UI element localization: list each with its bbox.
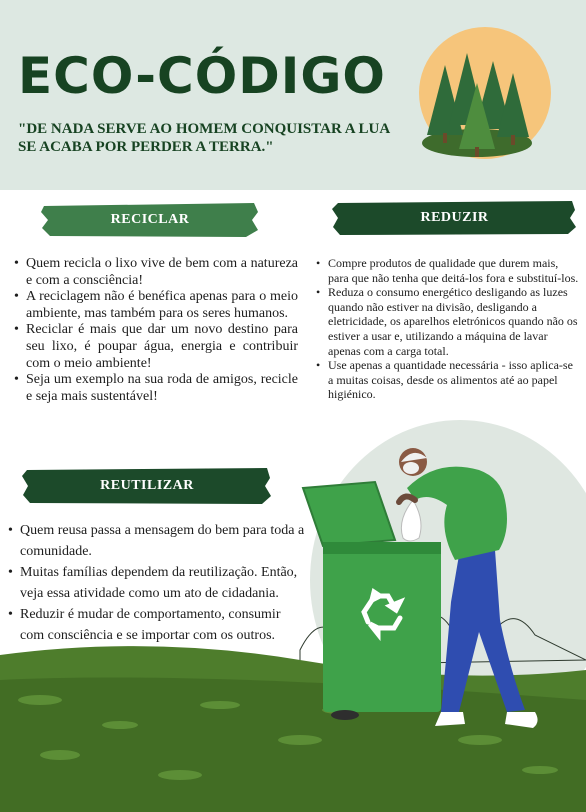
reutilizar-list bbox=[8, 520, 308, 646]
reutilizar-heading: REUTILIZAR bbox=[100, 478, 194, 493]
shoe-right bbox=[505, 712, 538, 728]
person-recycling-illustration bbox=[295, 440, 555, 730]
bin-rim bbox=[323, 542, 441, 554]
list-item: • Seja um exemplo na sua roda de amigos, recicle e seja mais sustentável! bbox=[14, 372, 298, 405]
list-item: • Reciclar é mais que dar um novo destino para seu lixo, é poupar água, energia e contribuir com o meio ambiente! bbox=[14, 322, 298, 372]
list-item: • Use apenas a quantidade necessária - isso aplica-se a muitas coisas, desde os alimentos até ao papel higiénico. bbox=[316, 358, 580, 402]
header-quote: "DE NADA SERVE AO HOMEM CONQUISTAR A LUA SE ACABA POR PERDER A TERRA." bbox=[18, 121, 390, 155]
bin-wheel bbox=[331, 710, 359, 720]
reciclar-list bbox=[14, 256, 298, 405]
reciclar-heading: RECICLAR bbox=[110, 212, 190, 227]
sun-trees-illustration bbox=[405, 25, 565, 175]
list-item: • Reduzir é mudar de comportamento, consumir com consciência e se importar com os outros. bbox=[8, 604, 308, 646]
list-item: • A reciclagem não é benéfica apenas para o meio ambiente, mas também para os seres humanos. bbox=[14, 289, 298, 322]
list-item: • Muitas famílias dependem da reutilização. Então, veja essa atividade como um ato de cidadania. bbox=[8, 562, 308, 604]
person-beard bbox=[403, 462, 419, 474]
list-item: • Quem reusa passa a mensagem do bem para toda a comunidade. bbox=[8, 520, 308, 562]
reutilizar-banner bbox=[22, 466, 272, 506]
list-item: • Compre produtos de qualidade que durem mais, para que não tenha que deitá-los fora e substituí-los. bbox=[316, 256, 580, 285]
shoe-left bbox=[435, 712, 465, 726]
plastic-bag bbox=[401, 500, 421, 541]
reduzir-list bbox=[316, 256, 580, 402]
page-title: ECO-CÓDIGO bbox=[18, 47, 386, 105]
bin-lid bbox=[303, 482, 395, 546]
list-item: • Reduza o consumo energético desligando as luzes quando não estiver na divisão, desligando a eletricidade, os aparelhos eletrónicos quando não os estiver a usar e, utilizando a máquina de lavar apenas com a carga total. bbox=[316, 285, 580, 358]
person-arm bbox=[399, 496, 415, 502]
list-item: • Quem recicla o lixo vive de bem com a natureza e com a consciência! bbox=[14, 256, 298, 289]
reduzir-banner bbox=[332, 200, 577, 236]
reduzir-heading: REDUZIR bbox=[420, 210, 489, 225]
reciclar-banner bbox=[40, 200, 260, 240]
